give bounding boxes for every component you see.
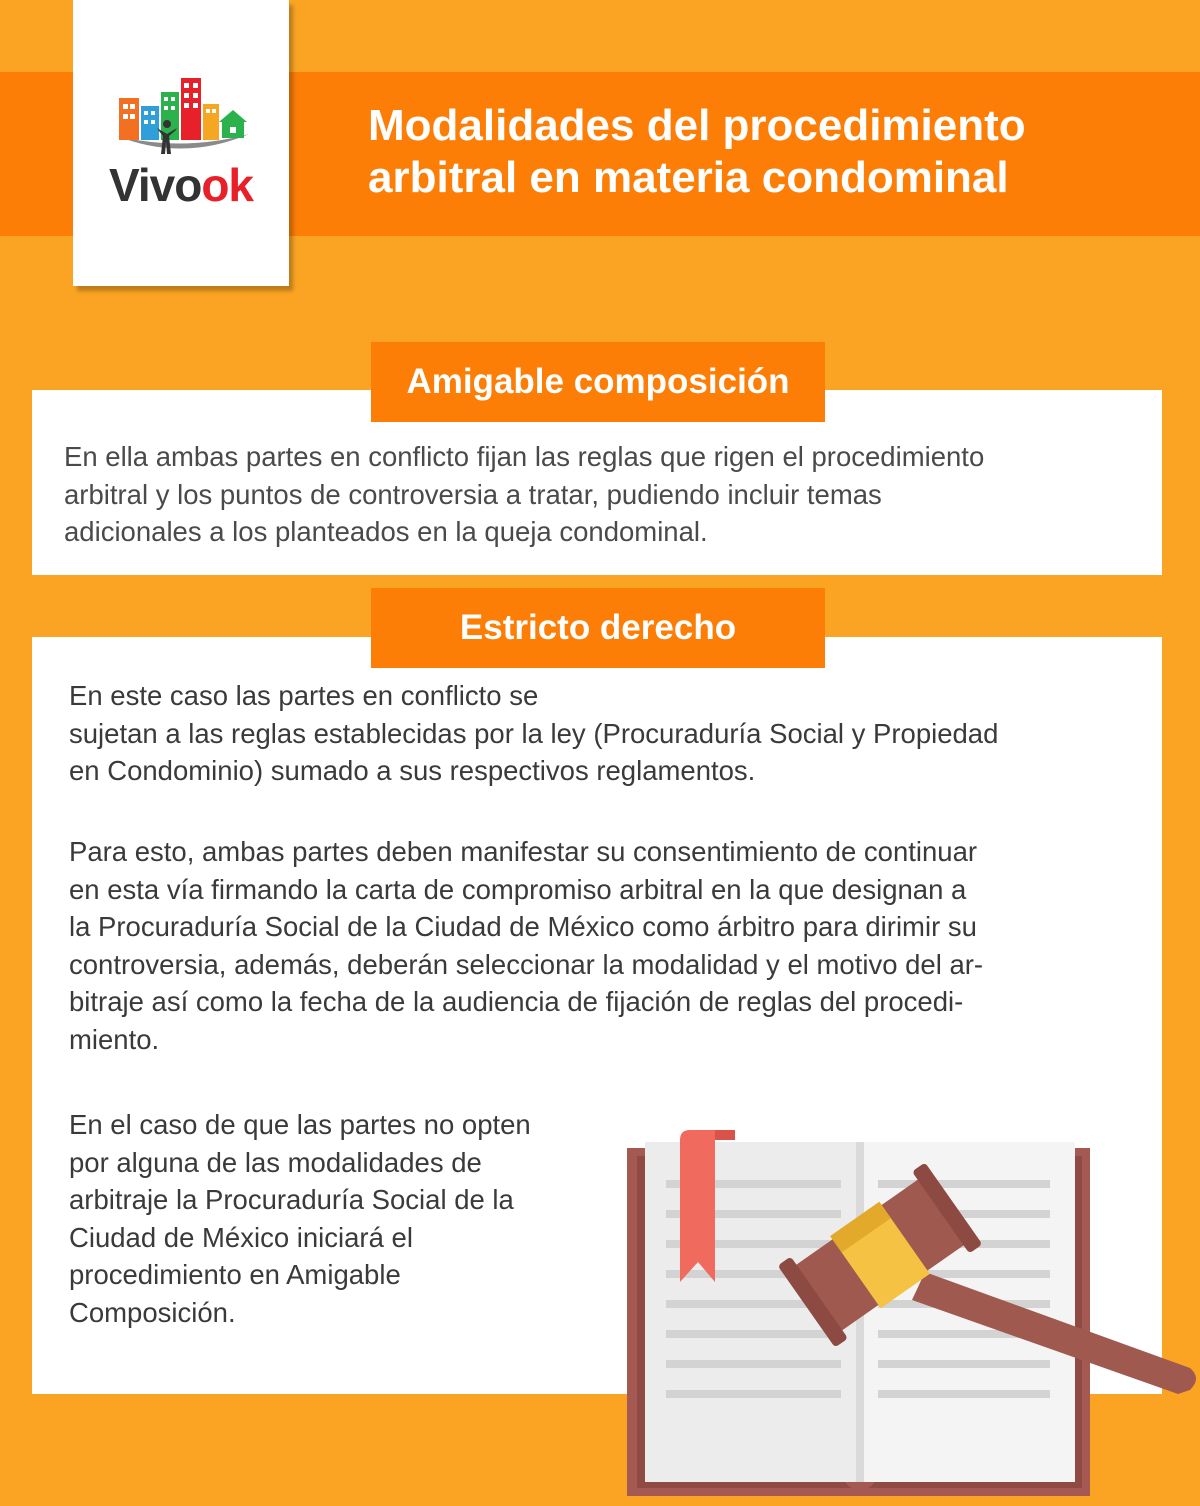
text-line: Composición. [69,1296,236,1328]
text-line: en esta vía firmando la carta de compromiso arbitral en la que designan a [69,873,967,905]
section-label-amigable: Amigable composición [371,342,825,422]
text-line: En ella ambas partes en conflicto fijan las reglas que rigen el procedimiento [64,441,985,472]
logo-text-vivo: Vivo [109,159,202,211]
text-line: Para esto, ambas partes deben manifestar su consentimiento de continuar [69,836,978,867]
text-line: adicionales a los planteados en la queja condominal. [64,516,708,547]
text-line: En este caso las partes en conflicto se [69,680,539,711]
text-line: bitraje así como la fecha de la audiencia de fijación de reglas del procedi- [69,986,964,1017]
title-line-1: Modalidades del procedimiento [368,101,1026,150]
text-line: miento. [69,1023,160,1055]
logo-card [73,0,289,286]
logo-wordmark [73,158,289,212]
estricto-paragraph-3 [69,1106,629,1331]
text-line: procedimiento en Amigable [69,1259,401,1290]
text-line: la Procuraduría Social de la Ciudad de México como árbitro para dirimir su [69,911,977,942]
amigable-paragraph [64,438,1154,551]
page-title [368,100,1168,204]
text-line: sujetan a las reglas establecidas por la ley (Procuraduría Social y Propiedad [69,717,999,749]
text-line: por alguna de las modalidades de [69,1146,482,1178]
estricto-paragraph-1 [69,677,1154,790]
text-line: En el caso de que las partes no opten [69,1109,531,1140]
text-line: controversia, además, deberán seleccionar la modalidad y el motivo del ar- [69,948,984,980]
section-label-estricto: Estricto derecho [371,588,825,668]
text-line: arbitraje la Procuraduría Social de la [69,1184,514,1215]
logo-text-ok: ok [201,159,253,211]
text-line: arbitral y los puntos de controversia a tratar, pudiendo incluir temas [64,478,882,510]
book-and-gavel-icon [600,1110,1200,1506]
text-line: en Condominio) sumado a sus respectivos reglamentos. [69,755,756,786]
title-line-2: arbitral en materia condominal [368,153,1009,202]
text-line: Ciudad de México iniciará el [69,1221,413,1253]
logo-buildings-icon [113,78,253,168]
estricto-paragraph-2 [69,833,1154,1058]
